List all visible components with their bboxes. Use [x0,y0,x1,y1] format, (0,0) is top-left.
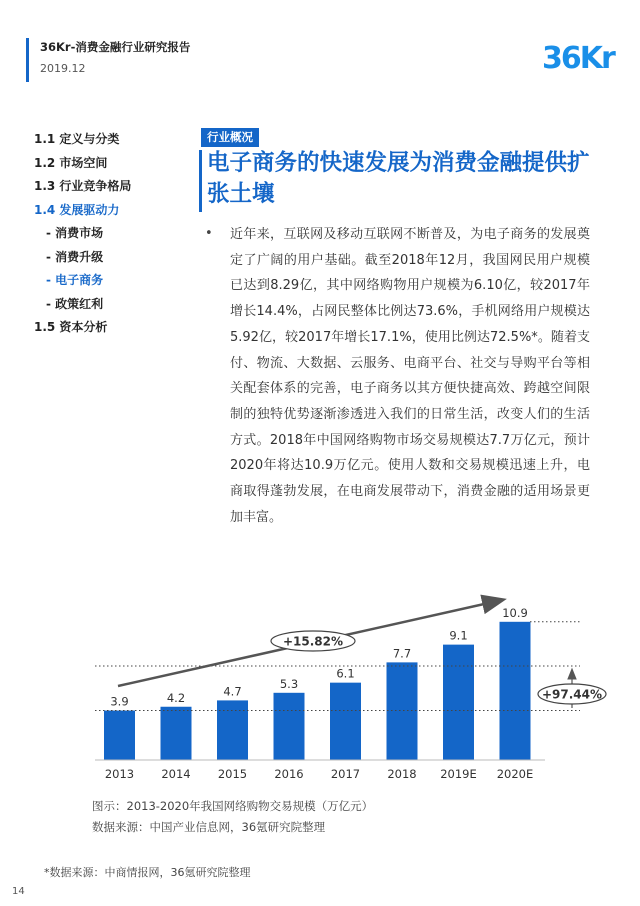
chart-bar [443,645,474,760]
page-title: 电子商务的快速发展为消费金融提供扩张土壤 [207,150,590,207]
body-paragraph: 近年来，互联网及移动互联网不断普及，为电子商务的发展奠定了广阔的用户基础。截至2018年12月，我国网民用户规模已达到8.29亿，其中网络购物用户规模为6.10亿，较2017年增长14.4%，占网民整体比例达73.6%，手机网络用户规模达5.92亿，较2017年增长17.1%，使用比例达72.5%*。随着支付、物流、大数据、云服务、电商平台、社交与导购平台等相关配套体系的完善，电子商务以其方便快捷高效、跨越空间限制的独特优势逐渐渗透进入我们的日常生活，改变人们的生活方式。2018年中国网络购物市场交易规模达7.7万亿元，预计2020年将达10.9万亿元。使用人数和交易规模迅速上升，电商取得蓬勃发展，在电商发展带动下，消费金融的适用场景更加丰富。 [230,227,590,525]
chart-category-label: 2015 [217,767,248,781]
toc-item[interactable]: - 电子商务 [46,273,104,287]
chart-caption [92,796,373,838]
chart-bar [161,707,192,760]
chart-value-label: 9.1 [449,628,468,643]
chart-value-label: 10.9 [502,605,528,620]
page-number: 14 [12,886,25,897]
logo-text: 36Kr [542,41,614,76]
bullet-marker: • [205,226,213,241]
toc-item[interactable]: 1.2 市场空间 [34,155,108,170]
header-accent-bar [26,38,29,82]
report-date: 2019.12 [40,62,86,75]
report-title: 36Kr-消费金融行业研究报告 [40,40,191,54]
toc-item[interactable]: - 政策红利 [46,296,104,311]
logo-36kr [542,32,614,76]
chart-category-label: 2020E [496,767,534,781]
chart-value-label: 5.3 [279,676,299,691]
chart-bar [217,700,248,760]
chart-value-label: 4.7 [223,684,242,699]
table-of-contents [34,130,194,342]
chart-category-label: 2016 [274,767,304,781]
chart-category-label: 2014 [161,767,191,781]
title-accent-bar [199,150,202,212]
source-caption: 数据来源：中国产业信息网，36氪研究院整理 [92,820,326,834]
chart-category-label: 2019E [440,767,477,781]
footnote: *数据来源：中商情报网，36氪研究院整理 [44,866,251,879]
chart-bar [330,683,361,760]
chart-category-label: 2017 [330,767,361,781]
chart-total-growth-label: +97.44% [541,687,603,702]
ecommerce-volume-chart [0,588,640,788]
chart-bar [274,693,305,760]
chart-category-label: 2018 [387,767,417,781]
toc-item[interactable]: - 消费市场 [46,226,104,240]
chart-bar [104,711,135,760]
chart-bar [387,662,418,760]
chart-value-label: 4.2 [166,690,186,705]
chart-category-label: 2013 [104,767,135,781]
chart-value-label: 6.1 [336,666,355,681]
toc-item[interactable]: 1.4 发展驱动力 [34,202,120,217]
toc-item[interactable]: - 消费升级 [46,249,104,264]
toc-item[interactable]: 1.5 资本分析 [34,320,108,334]
chart-value-label: 3.9 [110,694,129,709]
chart-bar [500,622,531,760]
toc-item[interactable]: 1.3 行业竞争格局 [34,179,132,193]
toc-item[interactable]: 1.1 定义与分类 [34,132,120,146]
chart-value-label: 7.7 [392,646,412,661]
section-tag: 行业概况 [201,128,259,147]
figure-caption: 图示：2013-2020年我国网络购物交易规模（万亿元） [92,799,374,813]
chart-growth-rate-label: +15.82% [282,634,344,649]
